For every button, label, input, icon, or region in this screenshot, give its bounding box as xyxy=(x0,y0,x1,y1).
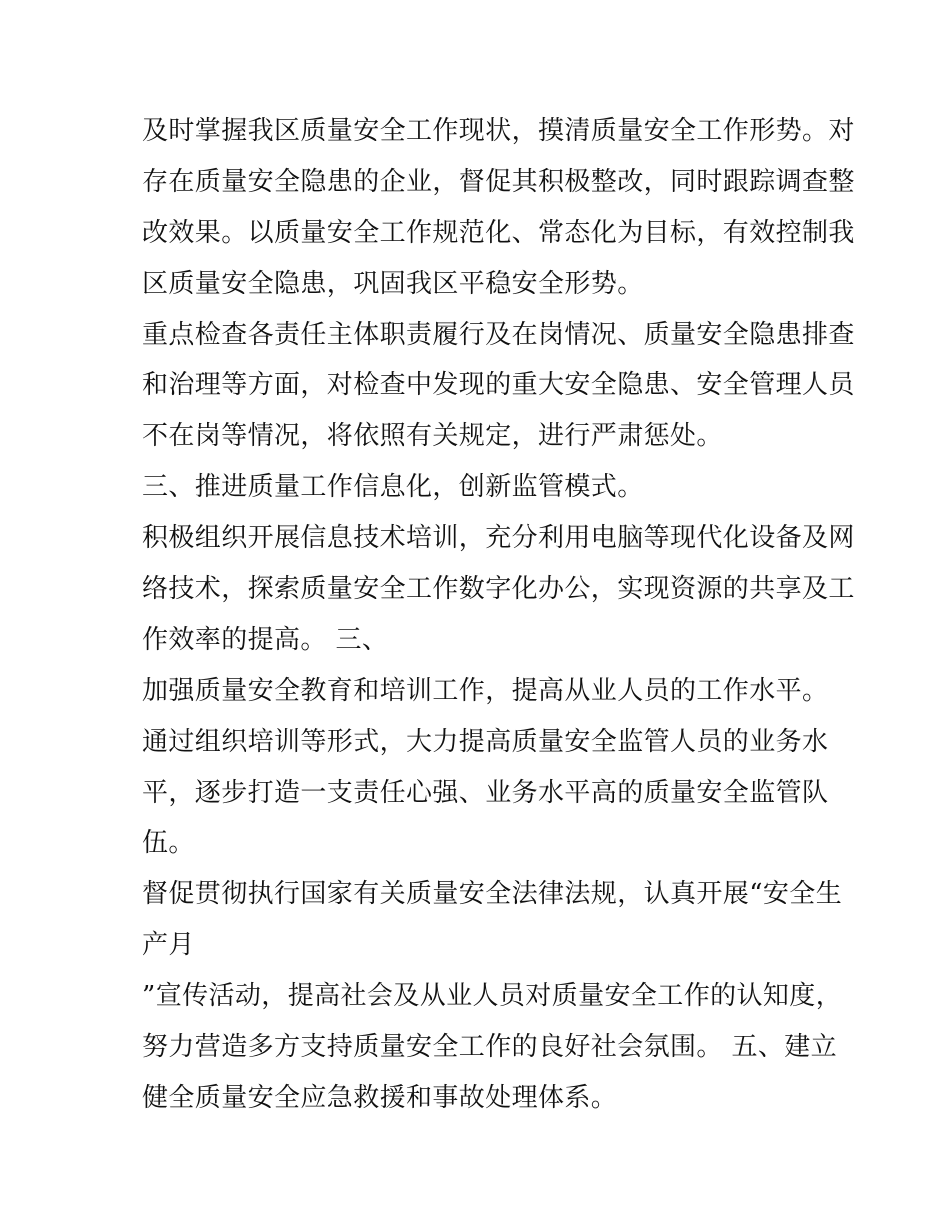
section-heading: 三、推进质量工作信息化，创新监管模式。 xyxy=(142,472,644,503)
text-line: 区质量安全隐患，巩固我区平稳安全形势。 xyxy=(142,268,644,299)
text-line: 作效率的提高。 三、 xyxy=(142,624,389,655)
text-line: 存在质量安全隐患的企业，督促其积极整改，同时跟踪调查整 xyxy=(142,166,855,197)
text-line: 络技术，探索质量安全工作数字化办公，实现资源的共享及工 xyxy=(142,574,855,605)
text-line: 及时掌握我区质量安全工作现状，摸清质量安全工作形势。对 xyxy=(142,116,855,146)
text-line: 督促贯彻执行国家有关质量安全法律法规，认真开展“安全生 xyxy=(142,879,843,910)
text-line: 平，逐步打造一支责任心强、业务水平高的质量安全监管队 xyxy=(142,777,829,808)
text-line: 健全质量安全应急救援和事故处理体系。 xyxy=(142,1082,618,1113)
text-line: 积极组织开展信息技术培训，充分利用电脑等现代化设备及网 xyxy=(142,523,855,554)
text-line: 改效果。以质量安全工作规范化、常态化为目标，有效控制我 xyxy=(142,217,855,248)
text-line: ”宣传活动，提高社会及从业人员对质量安全工作的认知度， xyxy=(142,981,843,1012)
text-line: 伍。 xyxy=(142,828,195,859)
text-line: 和治理等方面，对检查中发现的重大安全隐患、安全管理人员 xyxy=(142,370,855,401)
text-line: 通过组织培训等形式，大力提高质量安全监管人员的业务水 xyxy=(142,726,829,757)
section-heading: 加强质量安全教育和培训工作，提高从业人员的工作水平。 xyxy=(142,675,829,706)
text-line: 重点检查各责任主体职责履行及在岗情况、质量安全隐患排查 xyxy=(142,319,855,350)
text-line: 努力营造多方支持质量安全工作的良好社会氛围。 五、建立 xyxy=(142,1032,838,1063)
document-body xyxy=(142,106,855,1124)
text-line: 产月 xyxy=(142,930,195,961)
text-line: 不在岗等情况，将依照有关规定，进行严肃惩处。 xyxy=(142,421,723,452)
